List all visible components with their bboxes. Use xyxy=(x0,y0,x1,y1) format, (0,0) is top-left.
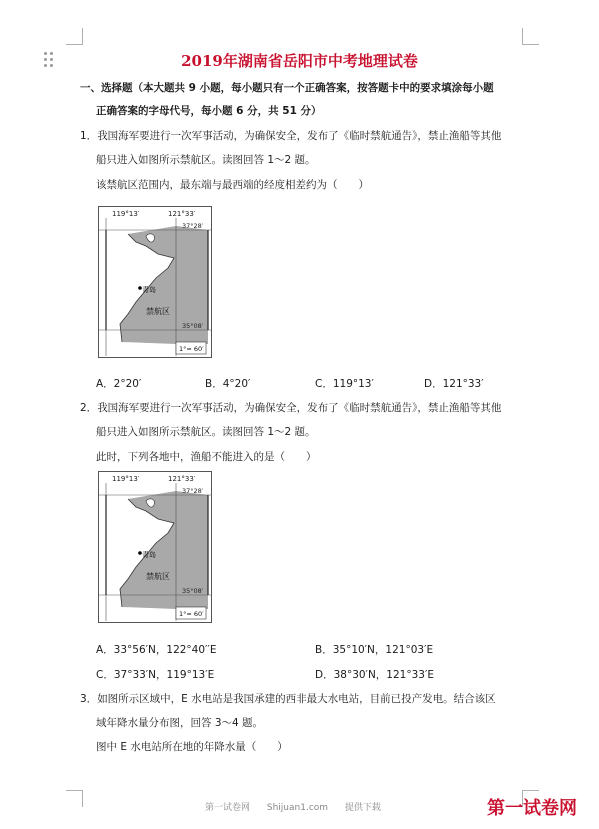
q1-lat-bottom: 35°08′ xyxy=(182,322,204,330)
crop-mark-top-left xyxy=(66,28,83,45)
q2-lon-left: 119°13′ xyxy=(112,475,140,483)
q3-number: 3． xyxy=(80,693,98,705)
q1-lon-left: 119°13′ xyxy=(112,210,140,218)
q1-map-svg xyxy=(98,206,212,358)
q1-number: 1． xyxy=(80,130,98,142)
q1-option-c: C．119°13′ xyxy=(315,378,374,390)
q1-scale-label: 1°= 60′ xyxy=(179,345,204,353)
q3-sub-question: 图中 E 水电站所在地的年降水量（ ） xyxy=(96,741,288,753)
q2-map-figure xyxy=(98,471,212,623)
q2-map-svg xyxy=(98,471,212,623)
footer-site-url[interactable]: Shijuan1.com xyxy=(266,803,329,813)
footer-site-name: 第一试卷网 xyxy=(205,803,251,813)
q2-zone-label: 禁航区 xyxy=(146,572,170,581)
q2-stem-line1: 2．我国海军要进行一次军事活动，为确保安全，发布了《临时禁航通告》，禁止渔船等其他 xyxy=(80,402,502,414)
q1-city-label: 青岛 xyxy=(142,286,156,294)
q1-lat-top: 37°28′ xyxy=(182,222,204,230)
q2-sub-question: 此时，下列各地中，渔船不能进入的是（ ） xyxy=(96,451,317,463)
q1-zone-label: 禁航区 xyxy=(146,307,170,316)
q2-lon-right: 121°33′ xyxy=(168,475,196,483)
section-heading-line2: 正确答案的字母代号，每小题 6 分，共 51 分） xyxy=(96,105,322,117)
crop-mark-bottom-left xyxy=(66,790,83,807)
q1-option-d: D．121°33′ xyxy=(424,378,484,390)
q1-sub-question: 该禁航区范围内，最东端与最西端的经度相差约为（ ） xyxy=(96,179,369,191)
q2-number: 2． xyxy=(80,402,98,414)
q1-option-b: B．4°20′ xyxy=(205,378,251,390)
q2-option-c: C．37°33′N，119°13′E xyxy=(96,669,215,681)
brand-logo: 第一试卷网 xyxy=(487,798,577,819)
q2-lat-bottom: 35°08′ xyxy=(182,587,204,595)
q2-scale-label: 1°= 60′ xyxy=(179,610,204,618)
crop-mark-top-right xyxy=(522,28,539,45)
q2-option-b: B．35°10′N，121°03′E xyxy=(315,644,434,656)
q2-city-label: 青岛 xyxy=(142,551,156,559)
section-heading-line1: 一、选择题（本大题共 9 小题，每小题只有一个正确答案，按答题卡中的要求填涂每小题 xyxy=(80,82,494,94)
q1-lon-right: 121°33′ xyxy=(168,210,196,218)
q1-map-figure xyxy=(98,206,212,358)
q2-lat-top: 37°28′ xyxy=(182,487,204,495)
q1-stem-line2: 船只进入如图所示禁航区。读图回答 1～2 题。 xyxy=(96,154,316,166)
q2-option-a: A．33°56′N，122°40′′E xyxy=(96,644,217,656)
page-title: 2019年湖南省岳阳市中考地理试卷 xyxy=(181,52,418,70)
q2-option-d: D．38°30′N，121°33′E xyxy=(315,669,434,681)
q3-stem-line1: 3．如图所示区域中，E 水电站是我国承建的西非最大水电站，目前已投产发电。结合该区 xyxy=(80,693,496,705)
q1-option-a: A．2°20′ xyxy=(96,378,142,390)
footer-provider: 提供下载 xyxy=(344,803,381,813)
q3-stem-line2: 域年降水量分布图，回答 3～4 题。 xyxy=(96,717,264,729)
q2-stem-line2: 船只进入如图所示禁航区。读图回答 1～2 题。 xyxy=(96,426,316,438)
q1-stem-line1: 1．我国海军要进行一次军事活动，为确保安全，发布了《临时禁航通告》，禁止渔船等其他 xyxy=(80,130,502,142)
page-footer xyxy=(205,800,395,813)
